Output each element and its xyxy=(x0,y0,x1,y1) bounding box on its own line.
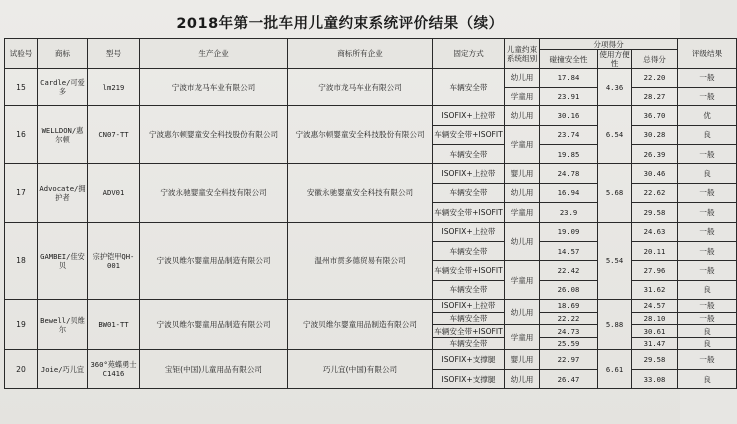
cell-fixing: ISOFIX+上拉带 xyxy=(433,300,505,313)
cell-category: 幼儿用 xyxy=(505,106,540,125)
cell-crash-safety: 22.42 xyxy=(540,261,598,280)
page-title: 2018年第一批车用儿童约束系统评价结果（续） xyxy=(176,16,504,32)
header-score-group: 分项得分 xyxy=(540,39,678,50)
cell-manufacturer: 宁波贝维尔婴童用品制造有限公司 xyxy=(140,222,288,300)
cell-total-score: 33.08 xyxy=(632,369,678,388)
cell-crash-safety: 23.9 xyxy=(540,203,598,222)
cell-category: 学童用 xyxy=(505,325,540,350)
cell-fixing: 车辆安全带 xyxy=(433,312,505,325)
cell-fixing: 车辆安全带 xyxy=(433,183,505,202)
cell-fixing: ISOFIX+上拉带 xyxy=(433,164,505,183)
cell-rating: 一般 xyxy=(678,300,737,313)
cell-total-score: 30.46 xyxy=(632,164,678,183)
cell-crash-safety: 26.47 xyxy=(540,369,598,388)
cell-brand: GAMBEI/佳安贝 xyxy=(38,222,88,300)
cell-manufacturer: 宝钜(中国)儿童用品有限公司 xyxy=(140,350,288,389)
cell-rating: 一般 xyxy=(678,144,737,163)
cell-test-no: 19 xyxy=(5,300,38,350)
cell-owner: 巧儿宜(中国)有限公司 xyxy=(288,350,433,389)
cell-total-score: 29.58 xyxy=(632,203,678,222)
cell-test-no: 20 xyxy=(5,350,38,389)
cell-total-score: 24.57 xyxy=(632,300,678,313)
cell-crash-safety: 23.91 xyxy=(540,87,598,106)
table-row xyxy=(5,164,737,183)
table-row xyxy=(5,222,737,241)
cell-rating: 一般 xyxy=(678,87,737,106)
cell-crash-safety: 26.08 xyxy=(540,280,598,299)
cell-brand: WELLDON/惠尔顿 xyxy=(38,106,88,164)
cell-total-score: 22.20 xyxy=(632,69,678,88)
cell-ease-of-use: 4.36 xyxy=(598,69,632,106)
header-brand: 商标 xyxy=(38,39,88,69)
cell-rating: 一般 xyxy=(678,241,737,260)
cell-category: 幼儿用 xyxy=(505,369,540,388)
cell-manufacturer: 宁波市龙马车业有限公司 xyxy=(140,69,288,106)
cell-fixing: ISOFIX+上拉带 xyxy=(433,106,505,125)
cell-model: 360°苑蝶勇士C1416 xyxy=(88,350,140,389)
cell-model: BW01-TT xyxy=(88,300,140,350)
cell-manufacturer: 宁波贝维尔婴童用品制造有限公司 xyxy=(140,300,288,350)
cell-category: 幼儿用 xyxy=(505,183,540,202)
cell-brand: Joie/巧儿宜 xyxy=(38,350,88,389)
cell-total-score: 20.11 xyxy=(632,241,678,260)
cell-rating: 良 xyxy=(678,369,737,388)
cell-fixing: 车辆安全带+ISOFIT xyxy=(434,326,503,336)
header-manufacturer: 生产企业 xyxy=(140,39,288,69)
cell-model: lm219 xyxy=(88,69,140,106)
cell-fixing: 车辆安全带+ISOFIT xyxy=(433,261,505,280)
cell-fixing: 车辆安全带+ISOFIT xyxy=(433,203,505,222)
cell-ease-of-use: 5.68 xyxy=(598,164,632,222)
header-ease-of-use: 使用方便性 xyxy=(599,50,630,68)
cell-fixing: ISOFIX+上拉带 xyxy=(433,222,505,241)
cell-fixing: ISOFIX+支撑腿 xyxy=(433,350,505,369)
cell-fixing: 车辆安全带 xyxy=(433,241,505,260)
cell-category: 婴儿用 xyxy=(505,164,540,183)
cell-category: 幼儿用 xyxy=(505,69,540,88)
cell-crash-safety: 24.78 xyxy=(540,164,598,183)
cell-owner: 宁波惠尔顿婴童安全科技股份有限公司 xyxy=(288,106,433,164)
cell-manufacturer: 宁波惠尔顿婴童安全科技股份有限公司 xyxy=(140,106,288,164)
cell-test-no: 16 xyxy=(5,106,38,164)
cell-brand: Bewell/贝维尔 xyxy=(38,300,88,350)
cell-ease-of-use: 5.54 xyxy=(598,222,632,300)
cell-rating: 一般 xyxy=(678,183,737,202)
cell-total-score: 31.47 xyxy=(632,337,678,350)
cell-category: 学童用 xyxy=(505,87,540,106)
cell-total-score: 28.10 xyxy=(632,312,678,325)
cell-total-score: 29.58 xyxy=(632,350,678,369)
cell-category: 学童用 xyxy=(505,203,540,222)
cell-owner: 温州市贯多德贸易有限公司 xyxy=(288,222,433,300)
cell-total-score: 24.63 xyxy=(632,222,678,241)
cell-crash-safety: 24.73 xyxy=(540,325,598,338)
header-category: 儿童约束系统组别 xyxy=(505,39,540,69)
header-rating: 评级结果 xyxy=(678,39,737,69)
cell-rating: 一般 xyxy=(678,312,737,325)
cell-total-score: 31.62 xyxy=(632,280,678,299)
cell-rating: 良 xyxy=(678,125,737,144)
cell-total-score: 27.96 xyxy=(632,261,678,280)
cell-crash-safety: 16.94 xyxy=(540,183,598,202)
cell-fixing: 车辆安全带+ISOFIT xyxy=(433,125,505,144)
cell-owner: 宁波市龙马车业有限公司 xyxy=(288,69,433,106)
cell-rating: 良 xyxy=(678,325,737,338)
cell-rating: 良 xyxy=(678,280,737,299)
cell-ease-of-use: 5.88 xyxy=(598,300,632,350)
header-row-1 xyxy=(5,39,737,50)
cell-rating: 一般 xyxy=(678,350,737,369)
header-model: 型号 xyxy=(88,39,140,69)
cell-fixing: 车辆安全带 xyxy=(433,337,505,350)
cell-crash-safety: 14.57 xyxy=(540,241,598,260)
cell-total-score: 30.61 xyxy=(632,325,678,338)
cell-crash-safety: 18.69 xyxy=(540,300,598,313)
cell-fixing: 车辆安全带 xyxy=(433,144,505,163)
header-test-no: 试验号 xyxy=(5,39,38,69)
cell-category: 学童用 xyxy=(505,125,540,164)
header-total-score: 总得分 xyxy=(632,50,678,69)
cell-brand: Advocate/拥护者 xyxy=(38,164,88,222)
cell-rating: 优 xyxy=(678,106,737,125)
table-row xyxy=(5,69,737,88)
cell-total-score: 26.39 xyxy=(632,144,678,163)
cell-total-score: 28.27 xyxy=(632,87,678,106)
table-row xyxy=(5,350,737,369)
cell-ease-of-use: 6.61 xyxy=(598,350,632,389)
cell-rating: 良 xyxy=(678,337,737,350)
cell-fixing: ISOFIX+支撑腿 xyxy=(433,369,505,388)
cell-rating: 一般 xyxy=(678,222,737,241)
cell-fixing: 车辆安全带 xyxy=(433,280,505,299)
header-owner: 商标所有企业 xyxy=(288,39,433,69)
cell-rating: 一般 xyxy=(678,69,737,88)
table-row xyxy=(5,300,737,313)
cell-test-no: 18 xyxy=(5,222,38,300)
cell-test-no: 17 xyxy=(5,164,38,222)
cell-fixing: 车辆安全带 xyxy=(433,69,505,106)
cell-crash-safety: 30.16 xyxy=(540,106,598,125)
header-fixing: 固定方式 xyxy=(433,39,505,69)
cell-crash-safety: 22.22 xyxy=(540,312,598,325)
cell-category: 学童用 xyxy=(505,261,540,300)
cell-rating: 良 xyxy=(678,164,737,183)
cell-crash-safety: 23.74 xyxy=(540,125,598,144)
cell-manufacturer: 宁波永驰婴童安全科技有限公司 xyxy=(140,164,288,222)
header-crash-safety: 碰撞安全性 xyxy=(540,50,598,69)
cell-owner: 宁波贝维尔婴童用品制造有限公司 xyxy=(288,300,433,350)
evaluation-results-table xyxy=(4,38,737,389)
cell-category: 幼儿用 xyxy=(505,222,540,261)
cell-crash-safety: 25.59 xyxy=(540,337,598,350)
cell-model: CN07-TT xyxy=(88,106,140,164)
cell-ease-of-use: 6.54 xyxy=(598,106,632,164)
cell-total-score: 36.70 xyxy=(632,106,678,125)
cell-total-score: 30.28 xyxy=(632,125,678,144)
cell-rating: 一般 xyxy=(678,261,737,280)
cell-test-no: 15 xyxy=(5,69,38,106)
cell-model: ADV01 xyxy=(88,164,140,222)
cell-crash-safety: 22.97 xyxy=(540,350,598,369)
cell-rating: 一般 xyxy=(678,203,737,222)
cell-category: 幼儿用 xyxy=(505,300,540,325)
cell-category: 婴儿用 xyxy=(505,350,540,369)
cell-total-score: 22.62 xyxy=(632,183,678,202)
cell-owner: 安徽永驰婴童安全科技有限公司 xyxy=(288,164,433,222)
cell-crash-safety: 19.09 xyxy=(540,222,598,241)
cell-brand: Cardle/可爱多 xyxy=(38,69,88,106)
table-row xyxy=(5,106,737,125)
cell-model: 宗护铠甲QH-001 xyxy=(88,222,140,300)
cell-crash-safety: 19.85 xyxy=(540,144,598,163)
cell-crash-safety: 17.84 xyxy=(540,69,598,88)
